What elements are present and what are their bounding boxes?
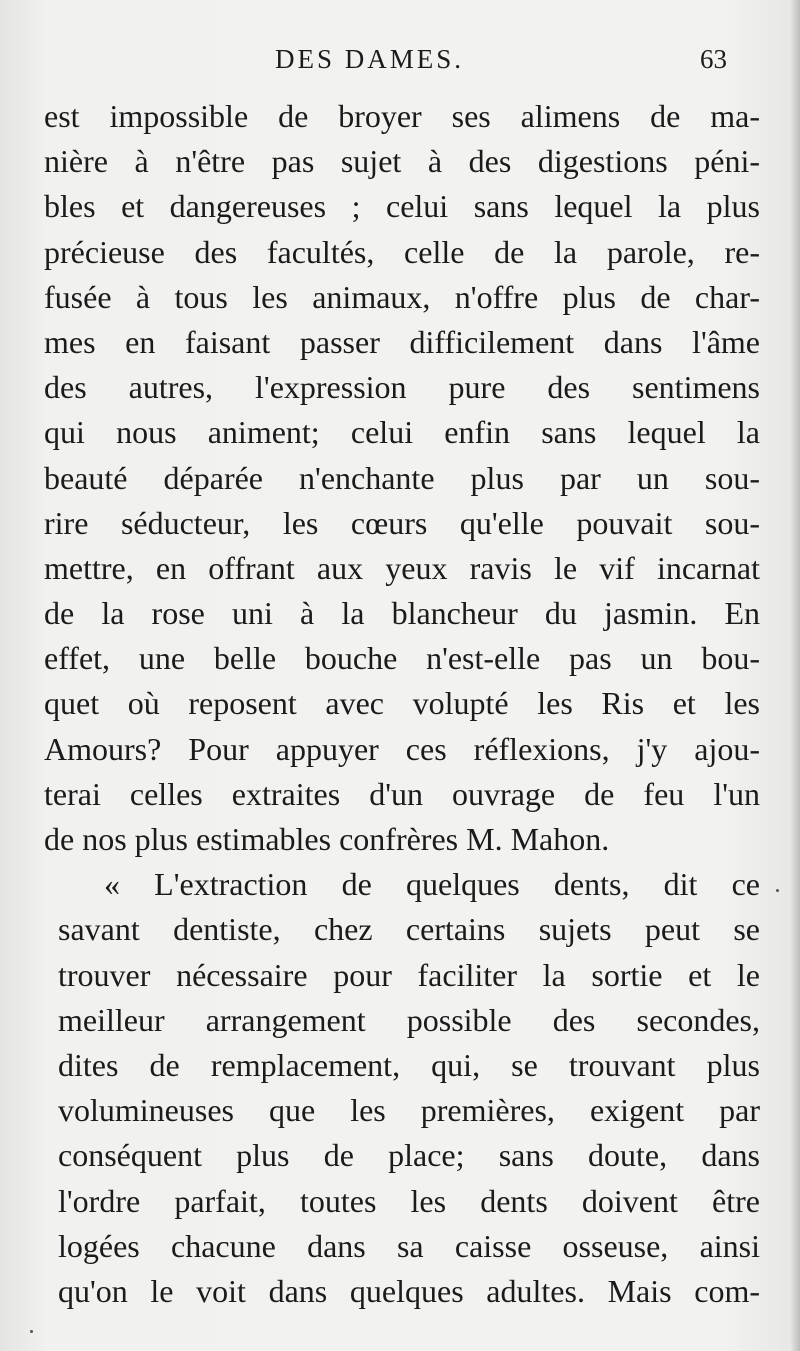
text-line: des autres, l'expression pure des sentimens xyxy=(44,369,760,406)
running-title: DES DAMES. xyxy=(275,44,465,74)
text-line: quet où reposent avec volupté les Ris et les xyxy=(44,685,760,722)
text-line: de la rose uni à la blancheur du jasmin. En xyxy=(44,595,760,632)
text-line: conséquent plus de place; sans doute, dans xyxy=(58,1137,760,1174)
text-line: fusée à tous les animaux, n'offre plus de char- xyxy=(44,278,760,315)
text-line: logées chacune dans sa caisse osseuse, ainsi xyxy=(58,1227,760,1264)
text-line: volumineuses que les premières, exigent par xyxy=(58,1092,760,1129)
text-line: nière à n'être pas sujet à des digestions péni- xyxy=(44,143,760,180)
text-line: meilleur arrangement possible des secondes, xyxy=(58,1001,760,1038)
text-line: précieuse des facultés, celle de la parole, re- xyxy=(44,233,760,270)
paper-speck xyxy=(30,1330,33,1333)
text-line: Amours? Pour appuyer ces réflexions, j'y ajou- xyxy=(44,730,760,767)
text-line: effet, une belle bouche n'est-elle pas un bou- xyxy=(44,640,760,677)
text-line: rire séducteur, les cœurs qu'elle pouvait sou- xyxy=(44,504,760,541)
text-line-paragraph-start: « L'extraction de quelques dents, dit ce xyxy=(104,866,760,903)
text-line: mes en faisant passer difficilement dans l'âme xyxy=(44,323,760,360)
running-head xyxy=(0,38,800,88)
text-line: dites de remplacement, qui, se trouvant plus xyxy=(58,1046,760,1083)
text-line: bles et dangereuses ; celui sans lequel la plus xyxy=(44,188,760,225)
text-line: de nos plus estimables confrères M. Mahon. xyxy=(44,821,610,857)
paper-speck xyxy=(776,889,779,892)
text-line: savant dentiste, chez certains sujets peut se xyxy=(58,911,760,948)
text-line: qui nous animent; celui enfin sans lequel la xyxy=(44,414,760,451)
body-text xyxy=(44,94,760,1314)
text-line: trouver nécessaire pour faciliter la sortie et le xyxy=(58,956,760,993)
page-number: 63 xyxy=(700,44,727,74)
text-line: mettre, en offrant aux yeux ravis le vif incarnat xyxy=(44,549,760,586)
text-line: l'ordre parfait, toutes les dents doivent être xyxy=(58,1182,760,1219)
text-line: qu'on le voit dans quelques adultes. Mais com- xyxy=(58,1272,760,1309)
text-line: beauté déparée n'enchante plus par un sou- xyxy=(44,459,760,496)
page-edge-shadow xyxy=(790,0,800,1351)
text-line: est impossible de broyer ses alimens de ma- xyxy=(44,98,760,134)
text-line: terai celles extraites d'un ouvrage de feu l'un xyxy=(44,775,760,812)
